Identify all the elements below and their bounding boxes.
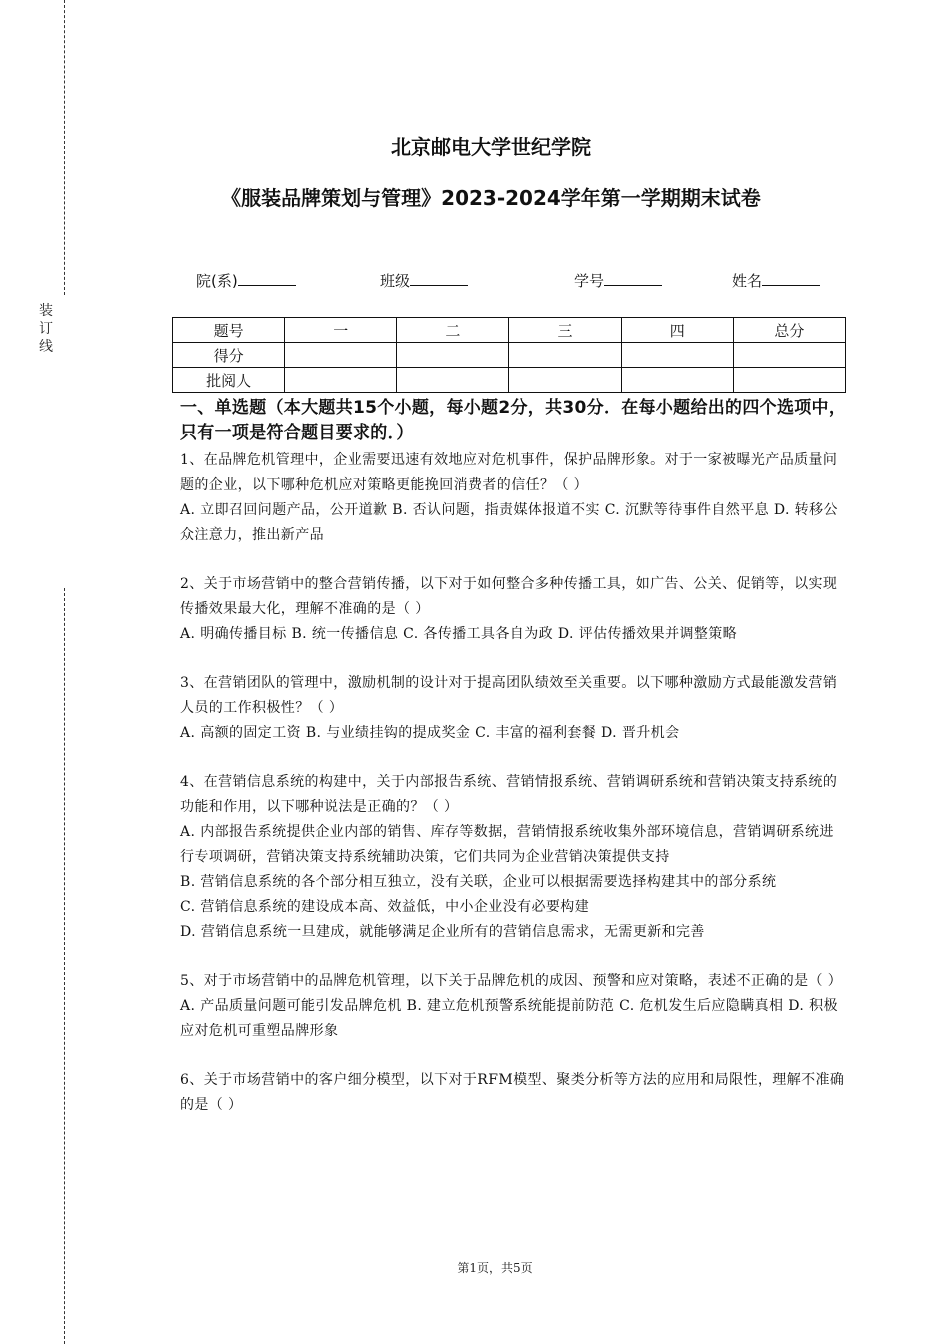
option-d: D. 营销信息系统一旦建成，就能够满足企业所有的营销信息需求，无需更新和完善 <box>180 924 705 940</box>
binding-dashed-line-bottom <box>64 588 65 1344</box>
score-cell-3[interactable] <box>509 343 621 368</box>
question-stem: 3、在营销团队的管理中，激励机制的设计对于提高团队绩效至关重要。以下哪种激励方式最能激发营销人员的工作积极性？（ ） <box>180 675 838 716</box>
question-6 <box>180 1068 848 1118</box>
school-title: 北京邮电大学世纪学院 <box>391 135 591 159</box>
name-label: 姓名 <box>732 272 763 290</box>
score-cell-1[interactable] <box>285 343 397 368</box>
score-cell-4[interactable] <box>621 343 733 368</box>
department-field <box>196 270 296 291</box>
question-3 <box>180 671 848 746</box>
question-options: A. 立即召回问题产品，公开道歉 B. 否认问题，指责媒体报道不实 C. 沉默等待事件自然平息 D. 转移公众注意力，推出新产品 <box>180 502 838 543</box>
class-label: 班级 <box>380 272 411 290</box>
question-4 <box>180 770 848 945</box>
column-total: 总分 <box>733 318 845 343</box>
option-c: C. 营销信息系统的建设成本高、效益低，中小企业没有必要构建 <box>180 899 590 915</box>
grader-cell-2[interactable] <box>397 368 509 393</box>
score-table-header-row <box>173 318 846 343</box>
student-id-label: 学号 <box>574 272 605 290</box>
score-table-score-row <box>173 343 846 368</box>
question-stem: 6、关于市场营销中的客户细分模型，以下对于RFM模型、聚类分析等方法的应用和局限性，理解不准确的是（ ） <box>180 1072 845 1113</box>
exam-title: 《服装品牌策划与管理》2023-2024学年第一学期期末试卷 <box>221 186 761 210</box>
column-2: 二 <box>397 318 509 343</box>
column-1: 一 <box>285 318 397 343</box>
department-blank[interactable] <box>238 270 296 286</box>
score-table <box>172 317 846 393</box>
option-b: B. 营销信息系统的各个部分相互独立，没有关联，企业可以根据需要选择构建其中的部分系统 <box>180 874 777 890</box>
row-label-score: 得分 <box>173 343 285 368</box>
binding-label: 装订线 <box>39 303 53 355</box>
option-a: A. 内部报告系统提供企业内部的销售、库存等数据，营销情报系统收集外部环境信息，营销调研系统进行专项调研，营销决策支持系统辅助决策，它们共同为企业营销决策提供支持 <box>180 824 834 865</box>
student-id-blank[interactable] <box>604 270 662 286</box>
row-label-grader: 批阅人 <box>173 368 285 393</box>
question-stem: 2、关于市场营销中的整合营销传播，以下对于如何整合多种传播工具，如广告、公关、促销等，以实现传播效果最大化，理解不准确的是（ ） <box>180 576 838 617</box>
question-options: A. 高额的固定工资 B. 与业绩挂钩的提成奖金 C. 丰富的福利套餐 D. 晋升机会 <box>180 725 680 741</box>
grader-cell-1[interactable] <box>285 368 397 393</box>
grader-cell-3[interactable] <box>509 368 621 393</box>
score-table-grader-row <box>173 368 846 393</box>
grader-cell-4[interactable] <box>621 368 733 393</box>
question-2 <box>180 572 848 647</box>
student-info-row <box>0 270 950 292</box>
grader-cell-total[interactable] <box>733 368 845 393</box>
class-field <box>380 270 468 291</box>
column-3: 三 <box>509 318 621 343</box>
name-blank[interactable] <box>762 270 820 286</box>
class-blank[interactable] <box>410 270 468 286</box>
student-id-field <box>574 270 662 291</box>
question-5 <box>180 969 848 1044</box>
exam-content <box>180 396 848 1142</box>
column-4: 四 <box>621 318 733 343</box>
page-footer: 第1页，共5页 <box>457 1261 533 1275</box>
question-options: A. 明确传播目标 B. 统一传播信息 C. 各传播工具各自为政 D. 评估传播效果并调整策略 <box>180 626 738 642</box>
section-1-heading: 一、单选题（本大题共15个小题，每小题2分，共30分．在每小题给出的四个选项中，只有一项是符合题目要求的．） <box>180 398 847 443</box>
score-cell-2[interactable] <box>397 343 509 368</box>
question-stem: 4、在营销信息系统的构建中，关于内部报告系统、营销情报系统、营销调研系统和营销决策支持系统的功能和作用，以下哪种说法是正确的？（ ） <box>180 774 838 815</box>
name-field <box>732 270 820 291</box>
row-label-question-number: 题号 <box>173 318 285 343</box>
question-stem: 1、在品牌危机管理中，企业需要迅速有效地应对危机事件，保护品牌形象。对于一家被曝光产品质量问题的企业，以下哪种危机应对策略更能挽回消费者的信任？（ ） <box>180 452 838 493</box>
department-label: 院(系) <box>196 272 238 290</box>
question-options: A. 产品质量问题可能引发品牌危机 B. 建立危机预警系统能提前防范 C. 危机发生后应隐瞒真相 D. 积极应对危机可重塑品牌形象 <box>180 998 838 1039</box>
score-cell-total[interactable] <box>733 343 845 368</box>
question-stem: 5、对于市场营销中的品牌危机管理，以下关于品牌危机的成因、预警和应对策略，表述不正确的是（ ） <box>180 973 843 989</box>
question-1 <box>180 448 848 548</box>
